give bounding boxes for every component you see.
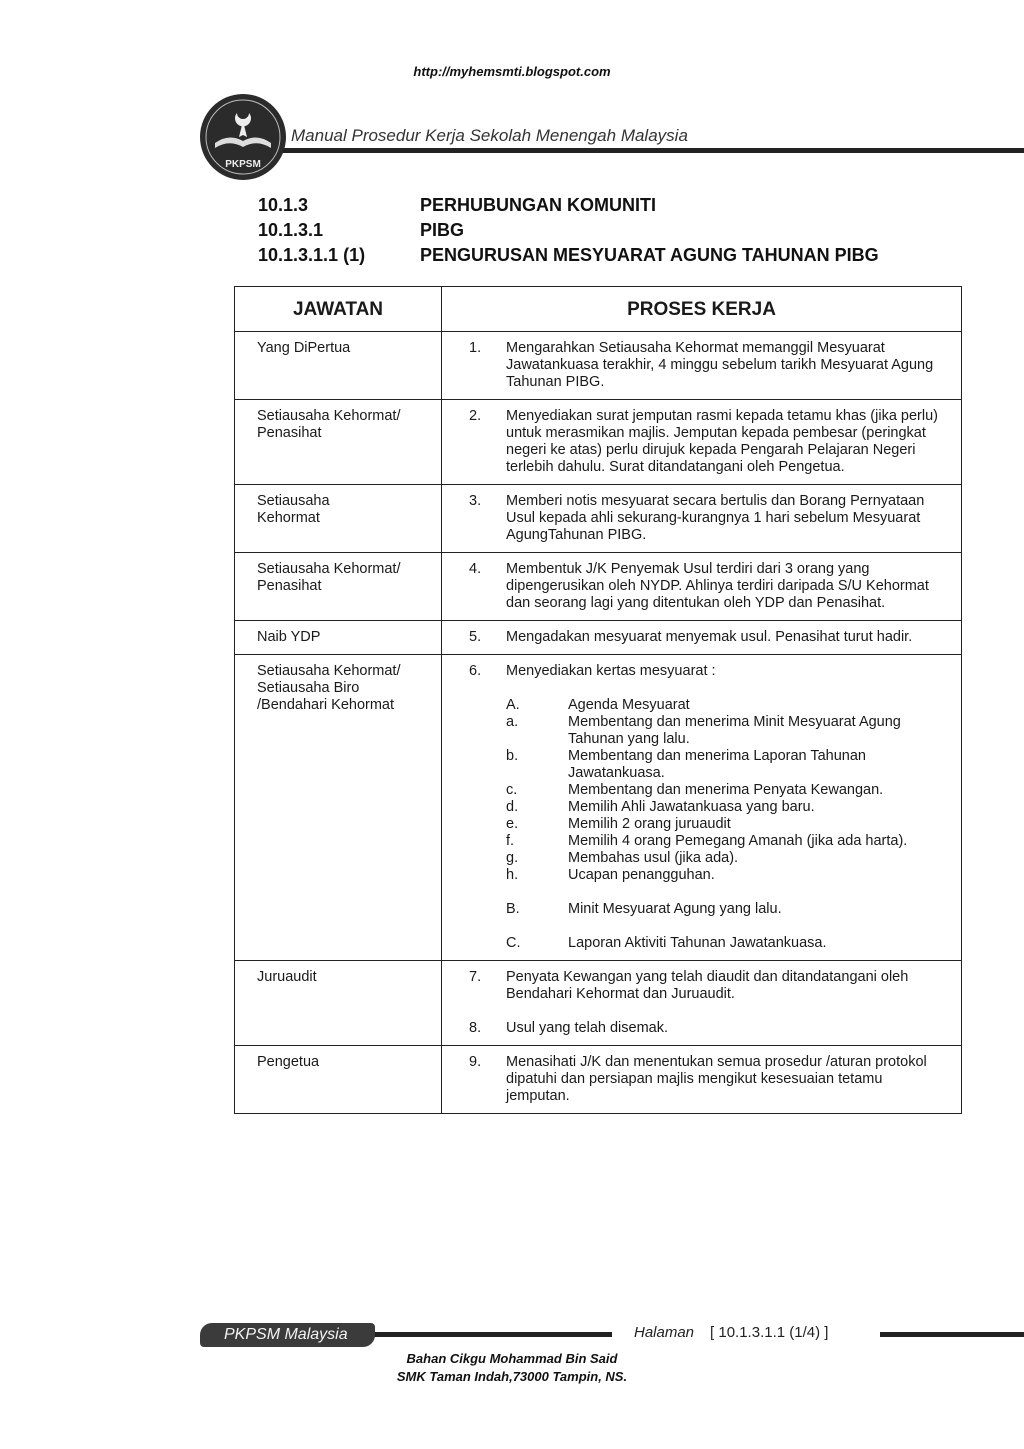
step-text: Menasihati J/K dan menentukan semua prosedur /aturan protokol dipatuhi dan persiapan majlis mengikut kesesuaian tetamu jemputan. [506,1054,927,1104]
step-number: 4. [469,561,482,577]
sub-text: Laporan Aktiviti Tahunan Jawatankuasa. [568,935,827,951]
jawatan-cell [235,485,442,553]
sub-text: Memilih Ahli Jawatankuasa yang baru. [568,799,815,815]
sub-item [506,697,943,714]
credit [0,1350,1024,1386]
sub-letter: e. [506,816,519,832]
sub-letter: a. [506,714,519,730]
sub-letter: A. [506,697,520,713]
proses-cell [442,961,962,1046]
table-header-row [235,287,962,332]
process-step [469,1020,943,1037]
table-row [235,332,962,400]
section-heading [258,193,958,218]
jawatan-cell: Juruaudit [235,961,442,1046]
section-number: 10.1.3.1 [258,220,324,240]
manual-title: Manual Prosedur Kerja Sekolah Menengah Malaysia [291,126,688,145]
sub-group [506,935,943,952]
table-row [235,553,962,621]
process-step [469,1054,943,1105]
sub-text: Membentang dan menerima Minit Mesyuarat Agung Tahunan yang lalu. [568,714,901,747]
sub-text: Memilih 4 orang Pemegang Amanah (jika ada harta). [568,833,908,849]
section-title: PERHUBUNGAN KOMUNITI [420,195,656,215]
process-step [469,629,943,646]
step-text: Memberi notis mesyuarat secara bertulis dan Borang Pernyataan Usul kepada ahli sekurang-kurangnya 1 hari sebelum Mesyuarat AgungTahunan PIBG. [506,493,925,543]
process-step [469,493,943,544]
sub-item [506,901,943,918]
step-number: 2. [469,408,482,424]
source-url: http://myhemsmti.blogspot.com [413,64,611,79]
section-heading [258,243,958,268]
jawatan-text: Setiausaha Kehormat [257,493,330,526]
table-row [235,400,962,485]
section-headings [258,193,958,268]
jawatan-cell: Setiausaha Kehormat/ Penasihat [235,553,442,621]
sub-group [506,901,943,918]
page-reference [634,1324,828,1341]
process-step [469,340,943,391]
sub-text: Membahas usul (jika ada). [568,850,739,866]
step-text: Mengarahkan Setiausaha Kehormat memanggil Mesyuarat Jawatankuasa terakhir, 4 minggu sebelum tarikh Mesyuarat Agung Tahunan PIBG. [506,340,934,390]
footer-rule [370,1332,612,1337]
sub-letter: f. [506,833,515,849]
sub-text: Membentang dan menerima Penyata Kewangan. [568,782,884,798]
jawatan-cell: Setiausaha Kehormat/ Setiausaha Biro /Bendahari Kehormat [235,655,442,961]
process-step [469,408,943,476]
proses-cell [442,400,962,485]
section-number: 10.1.3 [258,195,309,215]
table-row [235,485,962,553]
table-row [235,655,962,961]
sub-item [506,816,943,833]
sub-list [469,697,943,952]
step-number: 8. [469,1020,482,1036]
header-proses-kerja: PROSES KERJA [442,287,962,332]
step-text: Mengadakan mesyuarat menyemak usul. Penasihat turut hadir. [506,629,913,645]
sub-item [506,799,943,816]
sub-text: Agenda Mesyuarat [568,697,690,713]
sub-letter: g. [506,850,519,866]
page-number: [ 10.1.3.1.1 (1/4) ] [710,1324,829,1341]
sub-group [506,697,943,884]
step-number: 1. [469,340,482,356]
proses-cell [442,621,962,655]
proses-cell [442,553,962,621]
sub-letter: d. [506,799,519,815]
step-text: Usul yang telah disemak. [506,1020,668,1036]
section-number: 10.1.3.1.1 (1) [258,245,366,265]
sub-letter: h. [506,867,519,883]
proses-cell [442,1046,962,1114]
section-title: PENGURUSAN MESYUARAT AGUNG TAHUNAN PIBG [420,245,879,265]
sub-item [506,867,943,884]
step-text: Menyediakan surat jemputan rasmi kepada tetamu khas (jika perlu) untuk merasmikan majlis. Jemputan kepada pembesar (peringkat negeri ke atas) perlu dirujuk kepada Pengarah Pelajaran Negeri terlebih dahulu. Surat ditandatangani oleh Pengetua. [506,408,938,475]
sub-item [506,748,943,782]
footer-brand: PKPSM Malaysia [200,1323,375,1347]
sub-item [506,714,943,748]
step-number: 5. [469,629,482,645]
sub-item [506,850,943,867]
table-row [235,621,962,655]
step-text: Membentuk J/K Penyemak Usul terdiri dari 3 orang yang dipengerusikan oleh NYDP. Ahlinya terdiri daripada S/U Kehormat dan seorang lagi yang ditentukan oleh YDP dan Penasihat. [506,561,929,611]
jawatan-cell: Yang DiPertua [235,332,442,400]
sub-text: Membentang dan menerima Laporan Tahunan Jawatankuasa. [568,748,866,781]
sub-letter: B. [506,901,520,917]
sub-item [506,833,943,850]
sub-text: Memilih 2 orang juruaudit [568,816,731,832]
sub-item [506,935,943,952]
sub-text: Ucapan penangguhan. [568,867,715,883]
proses-cell [442,655,962,961]
step-text: Penyata Kewangan yang telah diaudit dan ditandatangani oleh Bendahari Kehormat dan Juruaudit. [506,969,909,1002]
step-number: 7. [469,969,482,985]
sub-item [506,782,943,799]
header-rule [222,148,1024,153]
section-title: PIBG [420,220,465,240]
jawatan-cell: Pengetua [235,1046,442,1114]
credit-line: Bahan Cikgu Mohammad Bin Said [406,1351,618,1366]
step-number: 6. [469,663,482,679]
process-step [469,969,943,1003]
step-text: Menyediakan kertas mesyuarat : [506,663,716,679]
footer-rule-right [880,1332,1024,1337]
proses-cell [442,332,962,400]
credit-line: SMK Taman Indah,73000 Tampin, NS. [396,1369,628,1384]
process-step [469,561,943,612]
pkpsm-logo-icon [199,93,287,181]
sub-letter: c. [506,782,518,798]
header-jawatan: JAWATAN [235,287,442,332]
procedure-table [234,286,962,1114]
proses-cell [442,485,962,553]
table-row [235,961,962,1046]
step-number: 9. [469,1054,482,1070]
jawatan-cell: Setiausaha Kehormat/ Penasihat [235,400,442,485]
halaman-label: Halaman [634,1324,695,1341]
jawatan-cell: Naib YDP [235,621,442,655]
step-number: 3. [469,493,482,509]
table-row [235,1046,962,1114]
process-step [469,663,943,680]
sub-letter: C. [506,935,521,951]
sub-text: Minit Mesyuarat Agung yang lalu. [568,901,782,917]
section-heading [258,218,958,243]
sub-letter: b. [506,748,519,764]
logo-text: PKPSM [225,159,261,170]
